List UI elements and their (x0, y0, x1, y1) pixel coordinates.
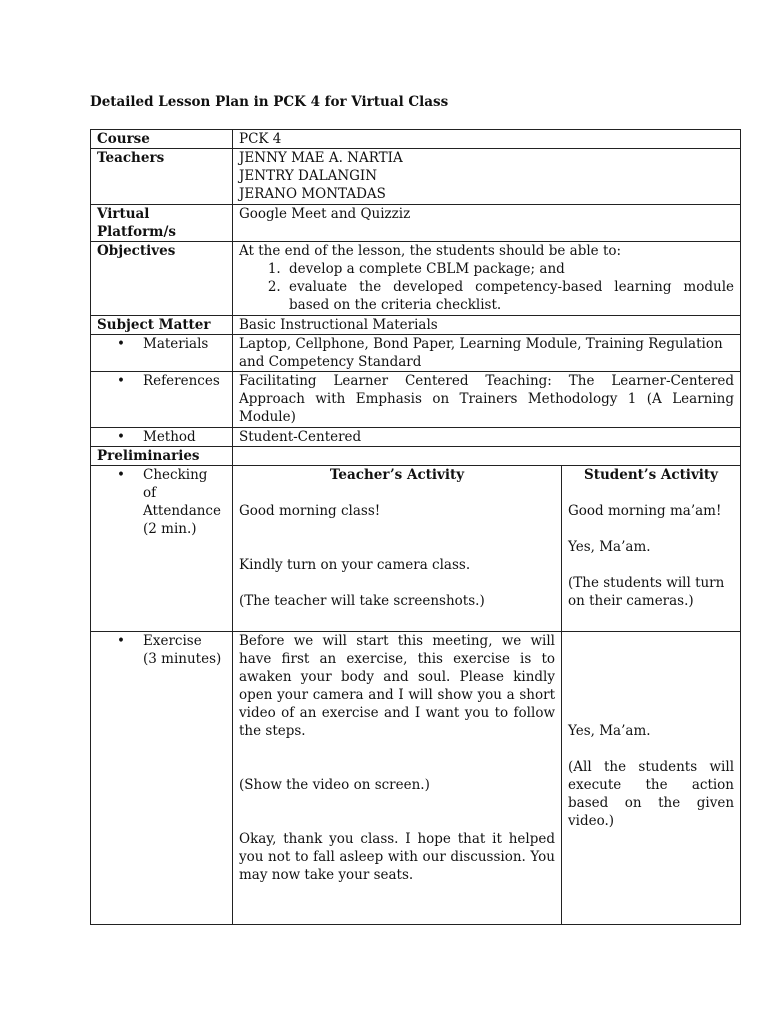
materials-label-cell (91, 335, 233, 372)
row-exercise (91, 632, 741, 925)
teacher-name: JENNY MAE A. NARTIA (239, 150, 403, 166)
student-line: Good morning ma’am! (568, 503, 722, 519)
bullet-icon: • (117, 633, 125, 649)
teacher-name: JERANO MONTADAS (239, 186, 386, 202)
subject-matter-value: Basic Instructional Materials (233, 316, 741, 335)
student-activity-header: Student’s Activity (584, 467, 718, 483)
materials-value: Laptop, Cellphone, Bond Paper, Learning Module, Training Regulation and Competency Standard (233, 335, 741, 372)
platform-value: Google Meet and Quizziz (233, 205, 741, 242)
teacher-name: JENTRY DALANGIN (239, 168, 378, 184)
attendance-label-line: Checking (143, 467, 208, 483)
references-label: References (143, 373, 220, 389)
exercise-label-line: (3 minutes) (143, 651, 222, 667)
attendance-label-line: (2 min.) (143, 521, 197, 537)
objectives-list (239, 260, 734, 314)
objective-item: 1. develop a complete CBLM package; and (285, 260, 734, 278)
platform-label (91, 205, 233, 242)
exercise-label-line: Exercise (143, 633, 202, 649)
exercise-teacher-cell (233, 632, 562, 925)
teacher-line: (The teacher will take screenshots.) (239, 593, 485, 609)
teachers-value (233, 149, 741, 205)
attendance-label-line: of (143, 485, 157, 501)
teacher-line: Kindly turn on your camera class. (239, 557, 471, 573)
bullet-icon: • (117, 429, 125, 445)
preliminaries-label: Preliminaries (91, 447, 233, 466)
teacher-line: Okay, thank you class. I hope that it helped you not to fall asleep with our discussion. You may now take your seats. (239, 831, 555, 883)
student-line: Yes, Ma’am. (568, 539, 651, 555)
method-label-cell (91, 428, 233, 447)
exercise-student-cell (562, 632, 741, 925)
preliminaries-value (233, 447, 741, 466)
references-label-cell (91, 372, 233, 428)
row-subject-matter (91, 316, 741, 335)
row-method (91, 428, 741, 447)
platform-label-line: Virtual (97, 206, 150, 222)
row-attendance (91, 466, 741, 632)
bullet-icon: • (117, 467, 125, 483)
row-materials (91, 335, 741, 372)
course-label: Course (91, 130, 233, 149)
references-value: Facilitating Learner Centered Teaching: The Learner-Centered Approach with Emphasis on Trainers Methodology 1 (A Learning Module) (233, 372, 741, 428)
objective-item: 2. evaluate the developed competency-based learning module based on the criteria checklist. (285, 278, 734, 314)
objectives-label: Objectives (91, 242, 233, 316)
student-line: (All the students will execute the action based on the given video.) (568, 759, 735, 829)
student-line: (The students will turn on their cameras.) (568, 575, 725, 609)
objectives-intro: At the end of the lesson, the students should be able to: (239, 243, 622, 259)
teacher-activity-header: Teacher’s Activity (329, 467, 465, 483)
platform-label-line: Platform/s (97, 224, 177, 240)
row-preliminaries (91, 447, 741, 466)
bullet-icon: • (117, 373, 125, 389)
method-value: Student-Centered (233, 428, 741, 447)
teacher-line: (Show the video on screen.) (239, 777, 430, 793)
attendance-label (143, 466, 226, 538)
attendance-label-line: Attendance (143, 503, 221, 519)
objectives-value (233, 242, 741, 316)
teacher-line: Good morning class! (239, 503, 381, 519)
teachers-label: Teachers (91, 149, 233, 205)
row-objectives (91, 242, 741, 316)
course-value: PCK 4 (233, 130, 741, 149)
materials-label: Materials (143, 336, 209, 352)
row-platform (91, 205, 741, 242)
attendance-label-cell (91, 466, 233, 632)
exercise-label (143, 632, 226, 668)
subject-matter-label: Subject Matter (91, 316, 233, 335)
student-line: Yes, Ma’am. (568, 723, 651, 739)
bullet-icon: • (117, 336, 125, 352)
exercise-label-cell (91, 632, 233, 925)
attendance-teacher-cell (233, 466, 562, 632)
page-title: Detailed Lesson Plan in PCK 4 for Virtual Class (90, 94, 449, 110)
row-teachers (91, 149, 741, 205)
lesson-plan-table (90, 129, 741, 925)
teacher-line: Before we will start this meeting, we will have first an exercise, this exercise is to awaken your body and soul. Please kindly open your camera and I will show you a short video of an exercise and I want you to follow the steps. (239, 633, 555, 739)
row-course (91, 130, 741, 149)
method-label: Method (143, 429, 196, 445)
attendance-student-cell (562, 466, 741, 632)
row-references (91, 372, 741, 428)
